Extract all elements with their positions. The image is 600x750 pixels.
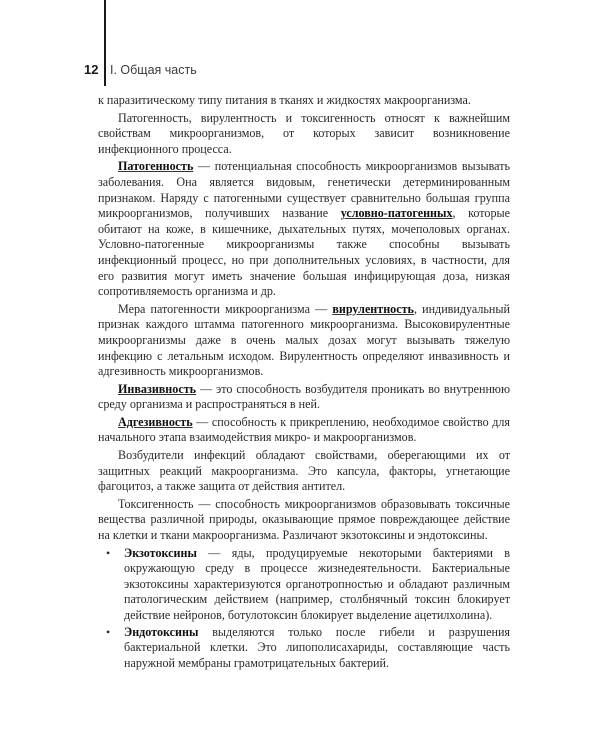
list-item-exotoxins: • Экзотоксины — яды, продуцируемые некоторыми бактериями в окружающую среду в процессе жизнедеятельности. Бактериальные экзотоксины характеризуются органотропностью и обладают различным патологическим действием (например, столбнячный токсин блокирует действие нейронов, ботулотоксин блокирует выделение ацетилхолина). xyxy=(106,545,510,622)
paragraph-virulence: Мера патогенности микроорганизма — вирулентность, индивидуальный признак каждого штамма патогенного микроорганизма. Высоковирулентные микроорганизмы даже в очень малых дозах могут вызывать тяжелую инфекцию с летальным исходом. Вирулентность определяют инвазивность и адгезивность микроорганизмов. xyxy=(98,301,510,379)
chapter-title: I. Общая часть xyxy=(110,63,197,77)
bullet-icon: • xyxy=(106,624,111,639)
paragraph-2: Патогенность, вирулентность и токсигенность относят к важнейшим свойствам микроорганизмов, от которых зависит возникновение инфекционного процесса. xyxy=(98,110,510,156)
paragraph-toxigenicity: Токсигенность — способность микроорганизмов образовывать токсичные вещества различной природы, оказывающие прямое повреждающее действие на клетки и ткани макроорганизма. Различают экзотоксины и эндотоксины. xyxy=(98,496,510,543)
term-conditionally-pathogenic: условно-патогенных xyxy=(340,206,453,221)
paragraph-1: к паразитическому типу питания в тканях и жидкостях макроорганизма. xyxy=(98,93,471,107)
paragraph-invasiveness: Инвазивность — это способность возбудителя проникать во внутреннюю среду организма и распространяться в ней. xyxy=(98,381,510,412)
toxin-list xyxy=(98,546,510,672)
paragraph-pathogenicity: Патогенность — потенциальная способность микроорганизмов вызывать заболевания. Она является видовым, генетически детерминированным признаком. Наряду с патогенными существует сравнительно большая группа микроорганизмов, получивших название условно-патогенных, которые обитают на коже, в кишечнике, дыхательных путях, мочеполовых органах. Условно-патогенные микроорганизмы также способны вызывать инфекционный процесс, но при дополнительных условиях, в частности, для его развития могут иметь значение большая инфицирующая доза, низкая сопротивляемость организма и др. xyxy=(98,159,510,299)
paragraph-protection: Возбудители инфекций обладают свойствами, оберегающими их от защитных реакций макроорганизма. Это капсула, факторы, угнетающие фагоцитоз, а также защита от действия антител. xyxy=(98,448,510,494)
paragraph-adhesiveness: Адгезивность — способность к прикреплению, необходимое свойство для начального этапа взаимодействия микро- и макроорганизмов. xyxy=(98,414,510,445)
page-number: 12 xyxy=(84,62,99,77)
term-pathogenicity: Патогенность xyxy=(118,159,194,174)
term-adhesiveness: Адгезивность xyxy=(118,414,193,429)
term-endotoxins: Эндотоксины xyxy=(124,624,199,639)
list-item-endotoxins: • Эндотоксины выделяются только после гибели и разрушения бактериальной клетки. Это липополисахариды, составляющие часть наружной мембраны грамотрицательных бактерий. xyxy=(106,624,510,670)
term-invasiveness: Инвазивность xyxy=(118,381,197,396)
bullet-icon: • xyxy=(106,545,111,560)
body-text xyxy=(98,93,510,672)
running-header xyxy=(84,62,197,80)
term-exotoxins: Экзотоксины xyxy=(124,545,197,560)
term-virulence: вирулентность xyxy=(332,301,414,316)
